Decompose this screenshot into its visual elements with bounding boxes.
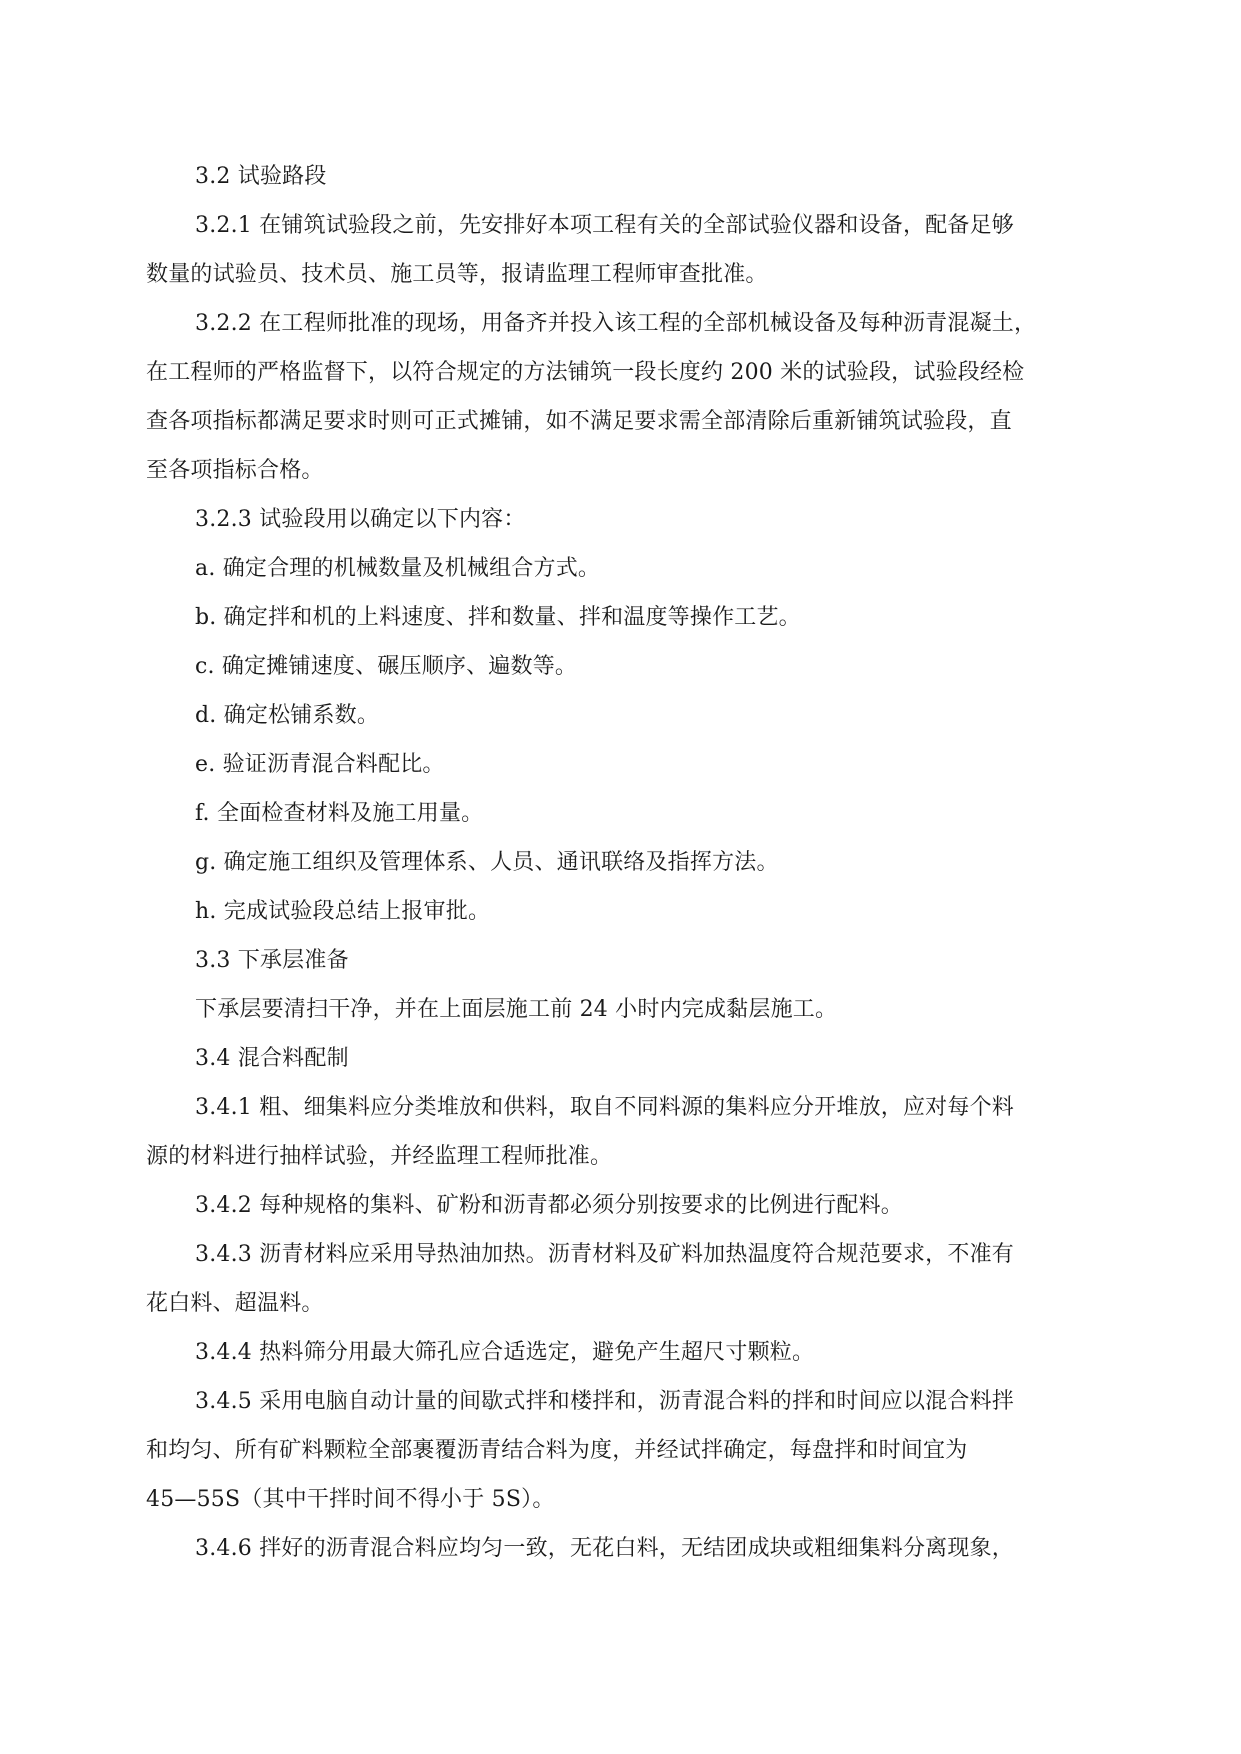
list-item-g: g. 确定施工组织及管理体系、人员、通讯联络及指挥方法。 — [195, 850, 779, 875]
paragraph-3-4-5-line-1: 3.4.5 采用电脑自动计量的间歇式拌和楼拌和，沥青混合料的拌和时间应以混合料拌 — [195, 1389, 1014, 1414]
paragraph-3-2-2-line-2: 在工程师的严格监督下，以符合规定的方法铺筑一段长度约 200 米的试验段，试验段经检 — [146, 360, 1025, 385]
list-item-c: c. 确定摊铺速度、碾压顺序、遍数等。 — [195, 654, 578, 679]
paragraph-3-2-2-line-3: 查各项指标都满足要求时则可正式摊铺，如不满足要求需全部清除后重新铺筑试验段，直 — [146, 409, 1012, 434]
list-item-d: d. 确定松铺系数。 — [195, 703, 380, 728]
paragraph-3-3: 下承层要清扫干净，并在上面层施工前 24 小时内完成黏层施工。 — [195, 997, 838, 1022]
paragraph-3-2-2-line-1: 3.2.2 在工程师批准的现场，用备齐并投入该工程的全部机械设备及每种沥青混凝土， — [195, 311, 1037, 336]
paragraph-3-4-3-line-1: 3.4.3 沥青材料应采用导热油加热。沥青材料及矿料加热温度符合规范要求，不准有 — [195, 1242, 1014, 1267]
paragraph-3-2-3: 3.2.3 试验段用以确定以下内容： — [195, 507, 526, 532]
paragraph-3-4-6-line-1: 3.4.6 拌好的沥青混合料应均匀一致，无花白料，无结团成块或粗细集料分离现象， — [195, 1536, 1014, 1561]
paragraph-3-2-1-line-2: 数量的试验员、技术员、施工员等，报请监理工程师审查批准。 — [146, 262, 768, 287]
paragraph-3-4-1-line-2: 源的材料进行抽样试验，并经监理工程师批准。 — [146, 1144, 613, 1169]
paragraph-3-2-2-line-4: 至各项指标合格。 — [146, 458, 324, 483]
list-item-e: e. 验证沥青混合料配比。 — [195, 752, 445, 777]
paragraph-3-2-1-line-1: 3.2.1 在铺筑试验段之前，先安排好本项工程有关的全部试验仪器和设备，配备足够 — [195, 213, 1014, 238]
list-item-a: a. 确定合理的机械数量及机械组合方式。 — [195, 556, 601, 581]
paragraph-3-4-3-line-2: 花白料、超温料。 — [146, 1291, 324, 1316]
list-item-f: f. 全面检查材料及施工用量。 — [195, 801, 484, 826]
paragraph-3-4-5-line-3: 45—55S（其中干拌时间不得小于 5S）。 — [146, 1487, 555, 1512]
paragraph-3-4-2: 3.4.2 每种规格的集料、矿粉和沥青都必须分别按要求的比例进行配料。 — [195, 1193, 903, 1218]
paragraph-3-4-5-line-2: 和均匀、所有矿料颗粒全部裹覆沥青结合料为度，并经试拌确定，每盘拌和时间宜为 — [146, 1438, 968, 1463]
paragraph-3-4-4: 3.4.4 热料筛分用最大筛孔应合适选定，避免产生超尺寸颗粒。 — [195, 1340, 815, 1365]
section-heading-3-2: 3.2 试验路段 — [195, 164, 327, 189]
section-heading-3-4: 3.4 混合料配制 — [195, 1046, 349, 1071]
section-heading-3-3: 3.3 下承层准备 — [195, 948, 349, 973]
paragraph-3-4-1-line-1: 3.4.1 粗、细集料应分类堆放和供料，取自不同料源的集料应分开堆放，应对每个料 — [195, 1095, 1014, 1120]
document-body — [146, 152, 1115, 1573]
list-item-h: h. 完成试验段总结上报审批。 — [195, 899, 491, 924]
list-item-b: b. 确定拌和机的上料速度、拌和数量、拌和温度等操作工艺。 — [195, 605, 801, 630]
